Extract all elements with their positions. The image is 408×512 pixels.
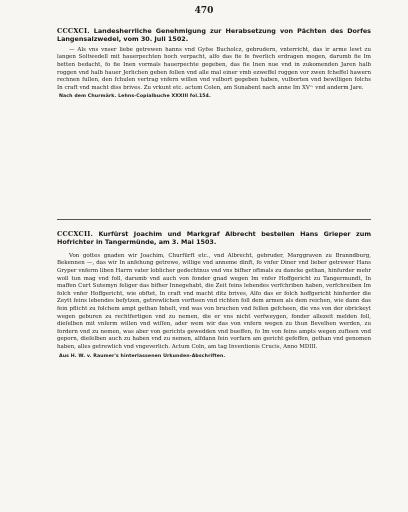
document-body: — Als vns vnser liebe getrewen hanns vnd Gyfse Bucholcz, gebrudern, vnterricht, das ir arme lewt zu langen Soltwedell mit hauerpechten hoch verpacht, alfo das fie fe fwerlich erdragen mogen, darumb fie Im betten bedacht, fo fie Inen vormals hauerpechte gegeben, das fie Inen nue vnd in zukomenden Jaren halb roggen vnd halb hauer Jerlichen geben follen vnd alle mal einer vmb ezweffel roggen vor zwen fcheffel hawern rechnen fullen, den fchulen vertrag vnfern willen vnd vulbort gegeben haben, vulborten vnd bewilligen folchs In craft vnd macht diss brives. Zu vrkunt etc. actum Colen, am Sunabent nach anne Im XVᶜ· vnd anderm Jare. (57, 46, 371, 91)
document-body: Von gottes gnaden wir Joachim, Churfürft etc., vnd Albrecht, gebruder, Marggraven zu Branndburg, Bekennen —, das wir In anfehung getrewe, willige vnd anneme dinft, fo vnfer Diner vnd lieber getrewer Hans Gryper vnferm liben Harrn vater loblicher gedechtnus vnd vns bifher oftmals zu dancke gethan, hinfurder mehr woll tun mag vnd foll, darumb vnd auch von fonder gnad wegen Im vnfer Hoffgericht zu Tangermundt, In maffen Curt Sutemyn feliger das bifher Innegehabt, die Zeit feins lebendes verfchriben haben, verfchreiben Im folch vnfer Hoffgericht, wie obftet, In craft vnd macht ditz brives, Alfo das er folch hoffgericht hinfurder die Zeytt feins lebendes befytzen, getrewlichen vorfteen vnd richten foll dem armen als dem reichen, wie dann das fein pflicht zu folchem ampt gethan Inhelt, vnd was von bruchen vnd fellen gefcheen, die vns von der obrickeyt wegen geburen zu rechtfertigen vnd zu nemen, die er vns nicht verfweygen, fonder allezeit melden foll, dieſelben mit vnſerm willen vnd wiſſen, ader wem wir das von vnfern wegen zu thun Bevelhen werden, zu fordern vnd zu nemen, was aber von gerichts gewedden vnd bueffen, fo Im von feins ampts wegen zufteen vnd geporn, dieſelben auch zu haben vnd zu nemen, alfdann fein vorfarn am gericht gefeffen, gethan vnd genomen haben, alles getrewlich vnd vngeverlich. Actum Coln, am tag Inventionis Crucis, Anno MDIII. (57, 252, 371, 350)
document-cccxcii (57, 230, 371, 359)
document-cccxci (57, 27, 371, 99)
document-title: Kurfürst Joachim und Markgraf Albrecht bestellen Hans Grieper zum Hofrichter in Tangermünde, am 3. Mai 1503. (57, 230, 371, 247)
document-heading (57, 27, 371, 44)
document-number: CCCXCII. (57, 230, 94, 238)
document-heading (57, 230, 371, 247)
document-number: CCCXCI. (57, 27, 90, 35)
document-title: Landesherrliche Genehmigung zur Herabsetzung von Pächten des Dorfes Langensalzwedel, vom 30. Juli 1502. (57, 27, 371, 44)
section-divider (57, 219, 371, 220)
document-source: Aus H. W. v. Raumer's hinterlassenen Urkunden-Abschriften. (59, 353, 226, 359)
document-source: Nach dem Churmärk. Lehns-Copialbuche XXXIII fol.154. (59, 94, 211, 100)
page-number: 470 (194, 6, 214, 16)
